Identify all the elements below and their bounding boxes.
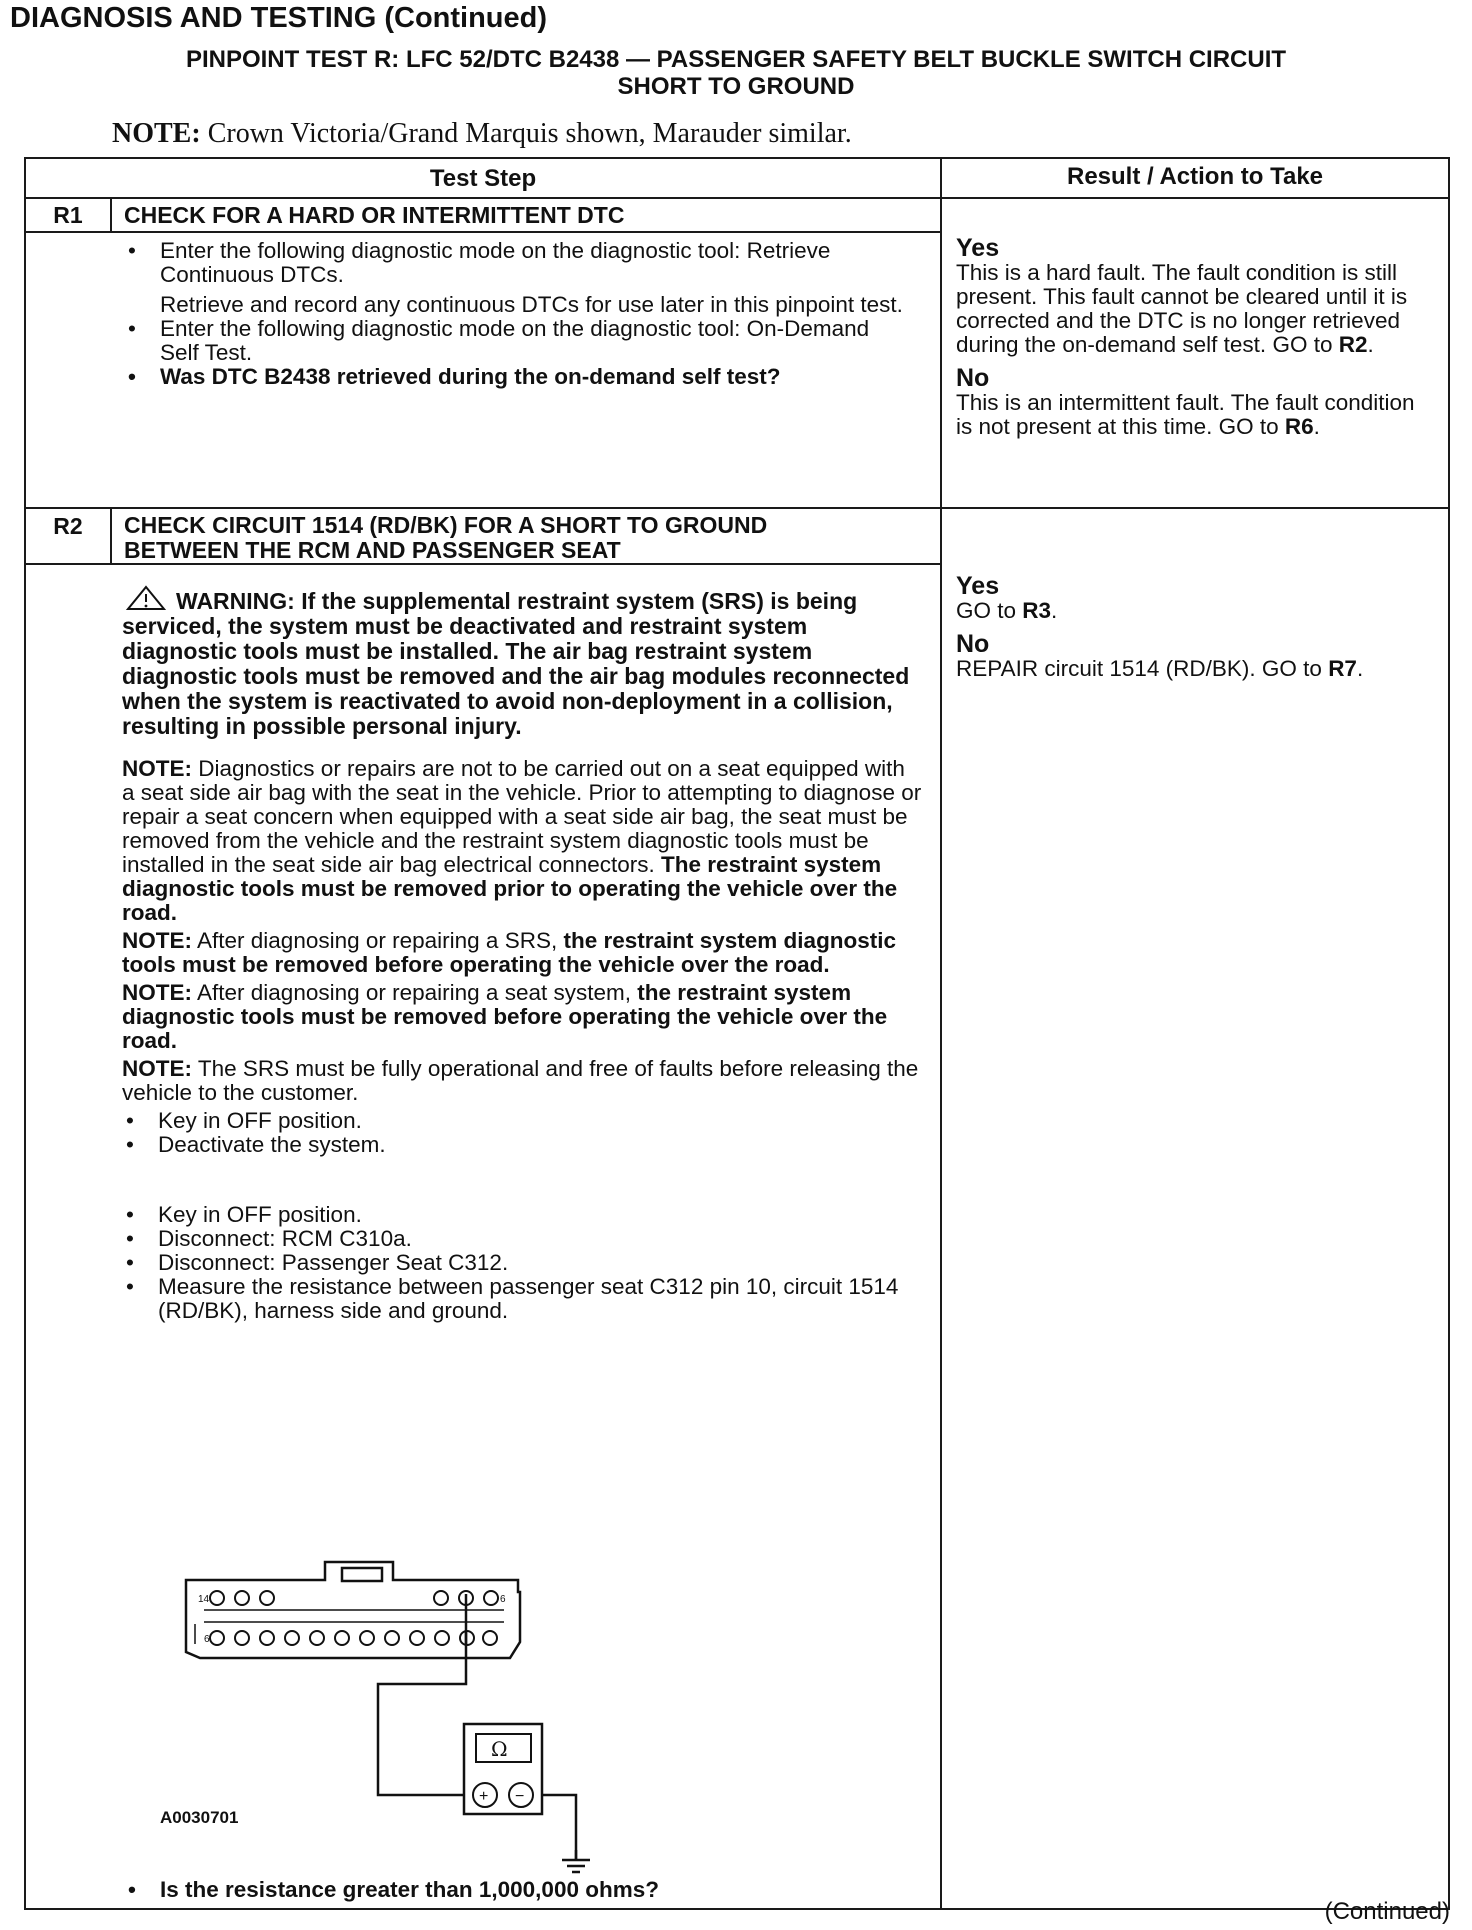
period: . bbox=[1356, 656, 1364, 681]
note-4-label: NOTE: bbox=[122, 1056, 192, 1081]
r1-no-label: No bbox=[956, 364, 990, 392]
header-row-divider bbox=[26, 197, 1448, 199]
r2-yes-label: Yes bbox=[956, 572, 1000, 600]
plus-terminal: + bbox=[479, 1788, 489, 1805]
ohm-symbol: Ω bbox=[491, 1737, 508, 1761]
step-id-r2: R2 bbox=[53, 513, 83, 539]
r2-no-body: REPAIR circuit 1514 (RD/BK). GO to bbox=[956, 656, 1329, 681]
warning-block bbox=[122, 585, 922, 739]
r2-no-label: No bbox=[956, 630, 990, 658]
r2-results bbox=[956, 573, 1436, 681]
r2-title-divider bbox=[26, 563, 940, 565]
subtitle-line-1: PINPOINT TEST R: LFC 52/DTC B2438 — PASSENGER SAFETY BELT BUCKLE SWITCH CIRCUIT bbox=[185, 46, 1287, 73]
connector-latch bbox=[342, 1568, 382, 1581]
list-item: • Enter the following diagnostic mode on the diagnostic tool: Retrieve Continuous DTCs. bbox=[124, 239, 914, 287]
column-divider bbox=[940, 159, 942, 1908]
note-3-text: After diagnosing or repairing a seat system, bbox=[192, 980, 638, 1005]
list-item: • Enter the following diagnostic mode on the diagnostic tool: On-Demand Self Test. bbox=[124, 317, 914, 365]
step-title-r2-line-1: CHECK CIRCUIT 1514 (RD/BK) FOR A SHORT TO GROUND bbox=[124, 512, 768, 538]
note-3 bbox=[122, 981, 922, 1053]
ground-icon bbox=[560, 1850, 600, 1886]
period: . bbox=[1051, 598, 1058, 623]
list-item: • Disconnect: RCM C310a. bbox=[122, 1227, 922, 1251]
note-1-text: Diagnostics or repairs are not to be carried out on a seat equipped with a seat side air bag with the seat in the vehicle. Prior to attempting to diagnose or repair a seat concern when equipped with a seat side air bag, the seat must be removed from the vehicle and the restraint system diagnostic tools must be installed in the seat side air bag electrical connectors. bbox=[122, 756, 922, 877]
note-2-bold: the restraint system diagnostic tools must be removed before operating the vehicle over the road. bbox=[122, 928, 897, 977]
list-item: • Key in OFF position. bbox=[122, 1203, 922, 1227]
note-2-label: NOTE: bbox=[122, 928, 192, 953]
r2-yes-text bbox=[956, 599, 1436, 623]
r1-no-body: This is an intermittent fault. The fault condition is not present at this time. GO to bbox=[956, 390, 1415, 439]
r1-bottom-divider bbox=[26, 507, 1448, 509]
list-item-continuation: Retrieve and record any continuous DTCs for use later in this pinpoint test. bbox=[160, 292, 903, 317]
step-title-r1 bbox=[124, 203, 624, 228]
step-id-r1: R1 bbox=[53, 202, 83, 228]
period: . bbox=[1313, 414, 1320, 439]
note-4-text: The SRS must be fully operational and free of faults before releasing the vehicle to the customer. bbox=[122, 1056, 919, 1105]
continued-label: (Continued) bbox=[1324, 1898, 1450, 1925]
r1-no-text bbox=[956, 391, 1436, 439]
r1-steps bbox=[124, 239, 914, 389]
r1-title-divider bbox=[26, 231, 940, 233]
note-2 bbox=[122, 929, 922, 977]
note-text: Crown Victoria/Grand Marquis shown, Marauder similar. bbox=[200, 118, 852, 149]
note-label: NOTE: bbox=[112, 118, 201, 149]
col-header-result: Result / Action to Take bbox=[1066, 163, 1324, 190]
connector-measurement-diagram bbox=[150, 1472, 770, 1805]
connector-pins-bottom bbox=[210, 1631, 497, 1645]
r2-yes-body: GO to bbox=[956, 598, 1023, 623]
figure-id: A0030701 bbox=[160, 1808, 239, 1827]
r1-results bbox=[956, 235, 1436, 439]
note-1-bold: The restraint system diagnostic tools must be removed prior to operating the vehicle over the road. bbox=[122, 852, 898, 925]
minus-terminal: − bbox=[515, 1788, 525, 1805]
note-4 bbox=[122, 1057, 922, 1105]
warning-triangle-icon bbox=[126, 585, 166, 611]
period: . bbox=[1367, 332, 1374, 357]
subtitle-line-2: SHORT TO GROUND bbox=[617, 73, 855, 100]
step-title-r2 bbox=[124, 513, 767, 563]
r1-yes-label: Yes bbox=[956, 234, 1000, 262]
r1-no-goto: R6 bbox=[1284, 414, 1314, 439]
step-title-r1-text: CHECK FOR A HARD OR INTERMITTENT DTC bbox=[124, 202, 625, 228]
list-item: • Disconnect: Passenger Seat C312. bbox=[122, 1251, 922, 1275]
note-1 bbox=[122, 757, 922, 925]
r2-no-goto: R7 bbox=[1328, 656, 1357, 681]
r2-no-text bbox=[956, 657, 1436, 681]
note-3-label: NOTE: bbox=[122, 980, 192, 1005]
r1-yes-goto: R2 bbox=[1338, 332, 1368, 357]
vehicle-note bbox=[112, 118, 852, 150]
r1-yes-body: This is a hard fault. The fault condition is still present. This fault cannot be cleared until it is corrected and the DTC is no longer retrieved during the on-demand self test. GO to bbox=[956, 260, 1408, 357]
page-header: DIAGNOSIS AND TESTING (Continued) bbox=[10, 2, 548, 34]
step-id-divider bbox=[110, 199, 112, 231]
list-item-question: • Is the resistance greater than 1,000,000 ohms? bbox=[124, 1878, 924, 1902]
step-title-r2-line-2: BETWEEN THE RCM AND PASSENGER SEAT bbox=[124, 537, 621, 563]
list-item: • Measure the resistance between passenger seat C312 pin 10, circuit 1514 (RD/BK), harness side and ground. bbox=[122, 1275, 922, 1323]
pin-label-14: 14 bbox=[198, 1594, 210, 1605]
warning-text: WARNING: If the supplemental restraint system (SRS) is being serviced, the system must be deactivated and restraint system diagnostic tools must be installed. The air bag restraint system diagnostic tools must be removed and the air bag modules reconnected when the system is reactivated to avoid non-deployment in a collision, resulting in possible personal injury. bbox=[122, 588, 910, 739]
connector-pins-top bbox=[210, 1591, 498, 1605]
r1-yes-text bbox=[956, 261, 1436, 357]
pin-label-6-top: 6 bbox=[500, 1594, 506, 1605]
list-item-question: • Was DTC B2438 retrieved during the on-demand self test? bbox=[124, 365, 914, 389]
pinpoint-test-title bbox=[40, 46, 1432, 100]
r2-question bbox=[124, 1878, 924, 1902]
step-id-divider bbox=[110, 509, 112, 563]
note-2-text: After diagnosing or repairing a SRS, bbox=[192, 928, 564, 953]
note-1-label: NOTE: bbox=[122, 756, 192, 781]
col-header-test-step: Test Step bbox=[429, 165, 537, 192]
list-item: • Deactivate the system. bbox=[122, 1133, 922, 1157]
r2-steps bbox=[122, 585, 922, 1323]
r2-yes-goto: R3 bbox=[1022, 598, 1052, 623]
ohmmeter-icon bbox=[464, 1724, 542, 1814]
list-item: • Key in OFF position. bbox=[122, 1109, 922, 1133]
note-3-bold: the restraint system diagnostic tools must be removed before operating the vehicle over the road. bbox=[122, 980, 888, 1053]
pin-label-6-bottom: 6 bbox=[204, 1634, 210, 1645]
